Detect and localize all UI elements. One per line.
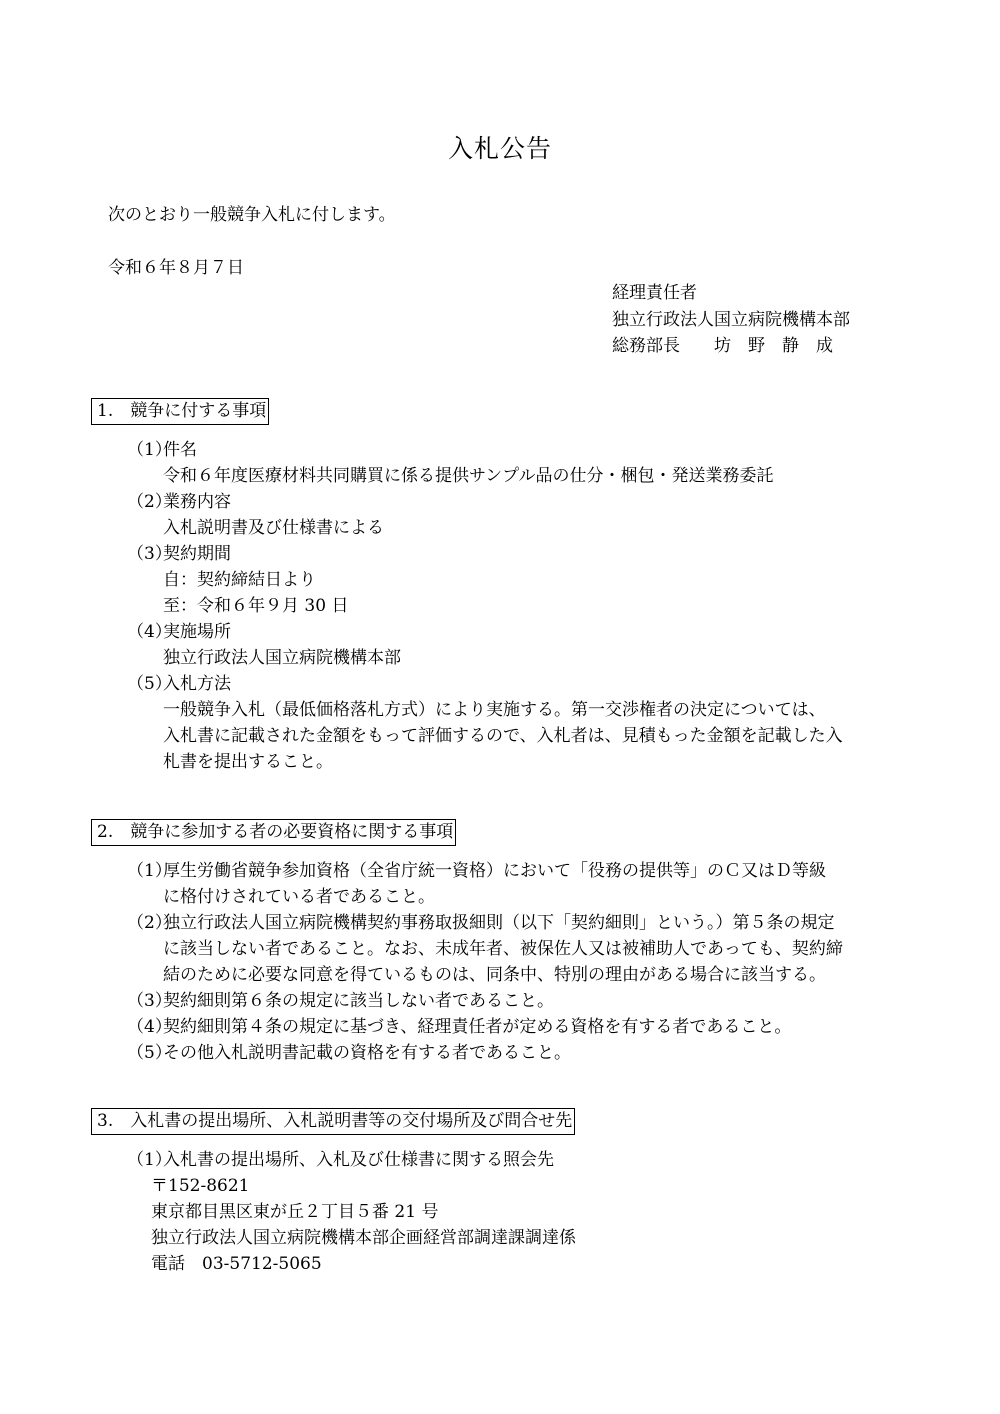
list-item: [127, 1147, 917, 1277]
item-line: 独立行政法人国立病院機構本部: [163, 648, 401, 668]
item-number: （1）: [127, 1150, 172, 1170]
notice-date: 令和６年８月７日: [108, 258, 244, 278]
item-number: （2）: [127, 913, 172, 933]
item-number: （5）: [127, 1043, 172, 1063]
item-line: 結のために必要な同意を得ているものは、同条中、特別の理由がある場合に該当する。: [163, 965, 826, 985]
section-3-body: [127, 1147, 917, 1277]
item-line: 自：契約締結日より: [163, 570, 316, 590]
item-title: 件名: [163, 440, 197, 460]
list-item: [127, 858, 917, 910]
signatory-name: 総務部長 坊 野 静 成: [612, 336, 833, 356]
item-line: その他入札説明書記載の資格を有する者であること。: [163, 1043, 571, 1063]
contact-department: 独立行政法人国立病院機構本部企画経営部調達課調達係: [151, 1228, 576, 1248]
item-line: に格付けされている者であること。: [163, 887, 435, 907]
item-number: （4）: [127, 1017, 172, 1037]
list-item: [127, 1040, 917, 1066]
section-1-body: [127, 437, 917, 775]
postal-code: 〒152-8621: [151, 1176, 250, 1196]
list-item: [127, 437, 917, 489]
item-number: （4）: [127, 622, 172, 642]
item-title: 入札方法: [163, 674, 231, 694]
item-line: 入札説明書及び仕様書による: [163, 518, 384, 538]
signatory-block: [612, 280, 850, 360]
item-line: 令和６年度医療材料共同購買に係る提供サンプル品の仕分・梱包・発送業務委託: [163, 466, 774, 486]
list-item: [127, 671, 917, 775]
item-title: 実施場所: [163, 622, 231, 642]
list-item: [127, 910, 917, 988]
contact-phone: 電話 03-5712-5065: [151, 1254, 322, 1274]
item-title: 契約期間: [163, 544, 231, 564]
item-number: （3）: [127, 544, 172, 564]
item-number: （1）: [127, 440, 172, 460]
item-number: （2）: [127, 492, 172, 512]
section-heading-1: 1. 競争に付する事項: [91, 398, 269, 425]
section-heading-2: 2. 競争に参加する者の必要資格に関する事項: [91, 819, 456, 846]
item-line: 契約細則第６条の規定に該当しない者であること。: [163, 991, 554, 1011]
page-title: 入札公告: [447, 134, 552, 163]
item-line: に該当しない者であること。なお、未成年者、被保佐人又は被補助人であっても、契約締: [163, 939, 843, 959]
section-2-body: [127, 858, 917, 1066]
list-item: [127, 489, 917, 541]
item-line: 入札書に記載された金額をもって評価するので、入札者は、見積もった金額を記載した入: [163, 726, 843, 746]
list-item: [127, 1014, 917, 1040]
section-heading-3: 3. 入札書の提出場所、入札説明書等の交付場所及び問合せ先: [91, 1108, 575, 1135]
item-number: （1）: [127, 861, 172, 881]
signatory-organization: 独立行政法人国立病院機構本部: [612, 309, 850, 330]
item-title: 業務内容: [163, 492, 231, 512]
intro-text: 次のとおり一般競争入札に付します。: [108, 205, 396, 225]
list-item: [127, 988, 917, 1014]
contact-address: [127, 1173, 917, 1277]
item-line: 一般競争入札（最低価格落札方式）により実施する。第一交渉権者の決定については、: [163, 700, 826, 720]
item-line: 契約細則第４条の規定に基づき、経理責任者が定める資格を有する者であること。: [163, 1017, 792, 1037]
item-line: 独立行政法人国立病院機構契約事務取扱細則（以下「契約細則」という。）第５条の規定: [163, 913, 835, 933]
item-line: 至：令和６年９月 30 日: [163, 596, 349, 616]
signatory-role: 経理責任者: [612, 283, 697, 303]
item-number: （3）: [127, 991, 172, 1011]
item-line: 札書を提出すること。: [163, 752, 333, 772]
list-item: [127, 541, 917, 619]
address-line: 東京都目黒区東が丘２丁目５番 21 号: [151, 1202, 439, 1222]
list-item: [127, 619, 917, 671]
item-number: （5）: [127, 674, 172, 694]
item-line: 厚生労働省競争参加資格（全省庁統一資格）において「役務の提供等」のＣ又はＤ等級: [163, 861, 826, 881]
item-title: 入札書の提出場所、入札及び仕様書に関する照会先: [163, 1150, 554, 1170]
